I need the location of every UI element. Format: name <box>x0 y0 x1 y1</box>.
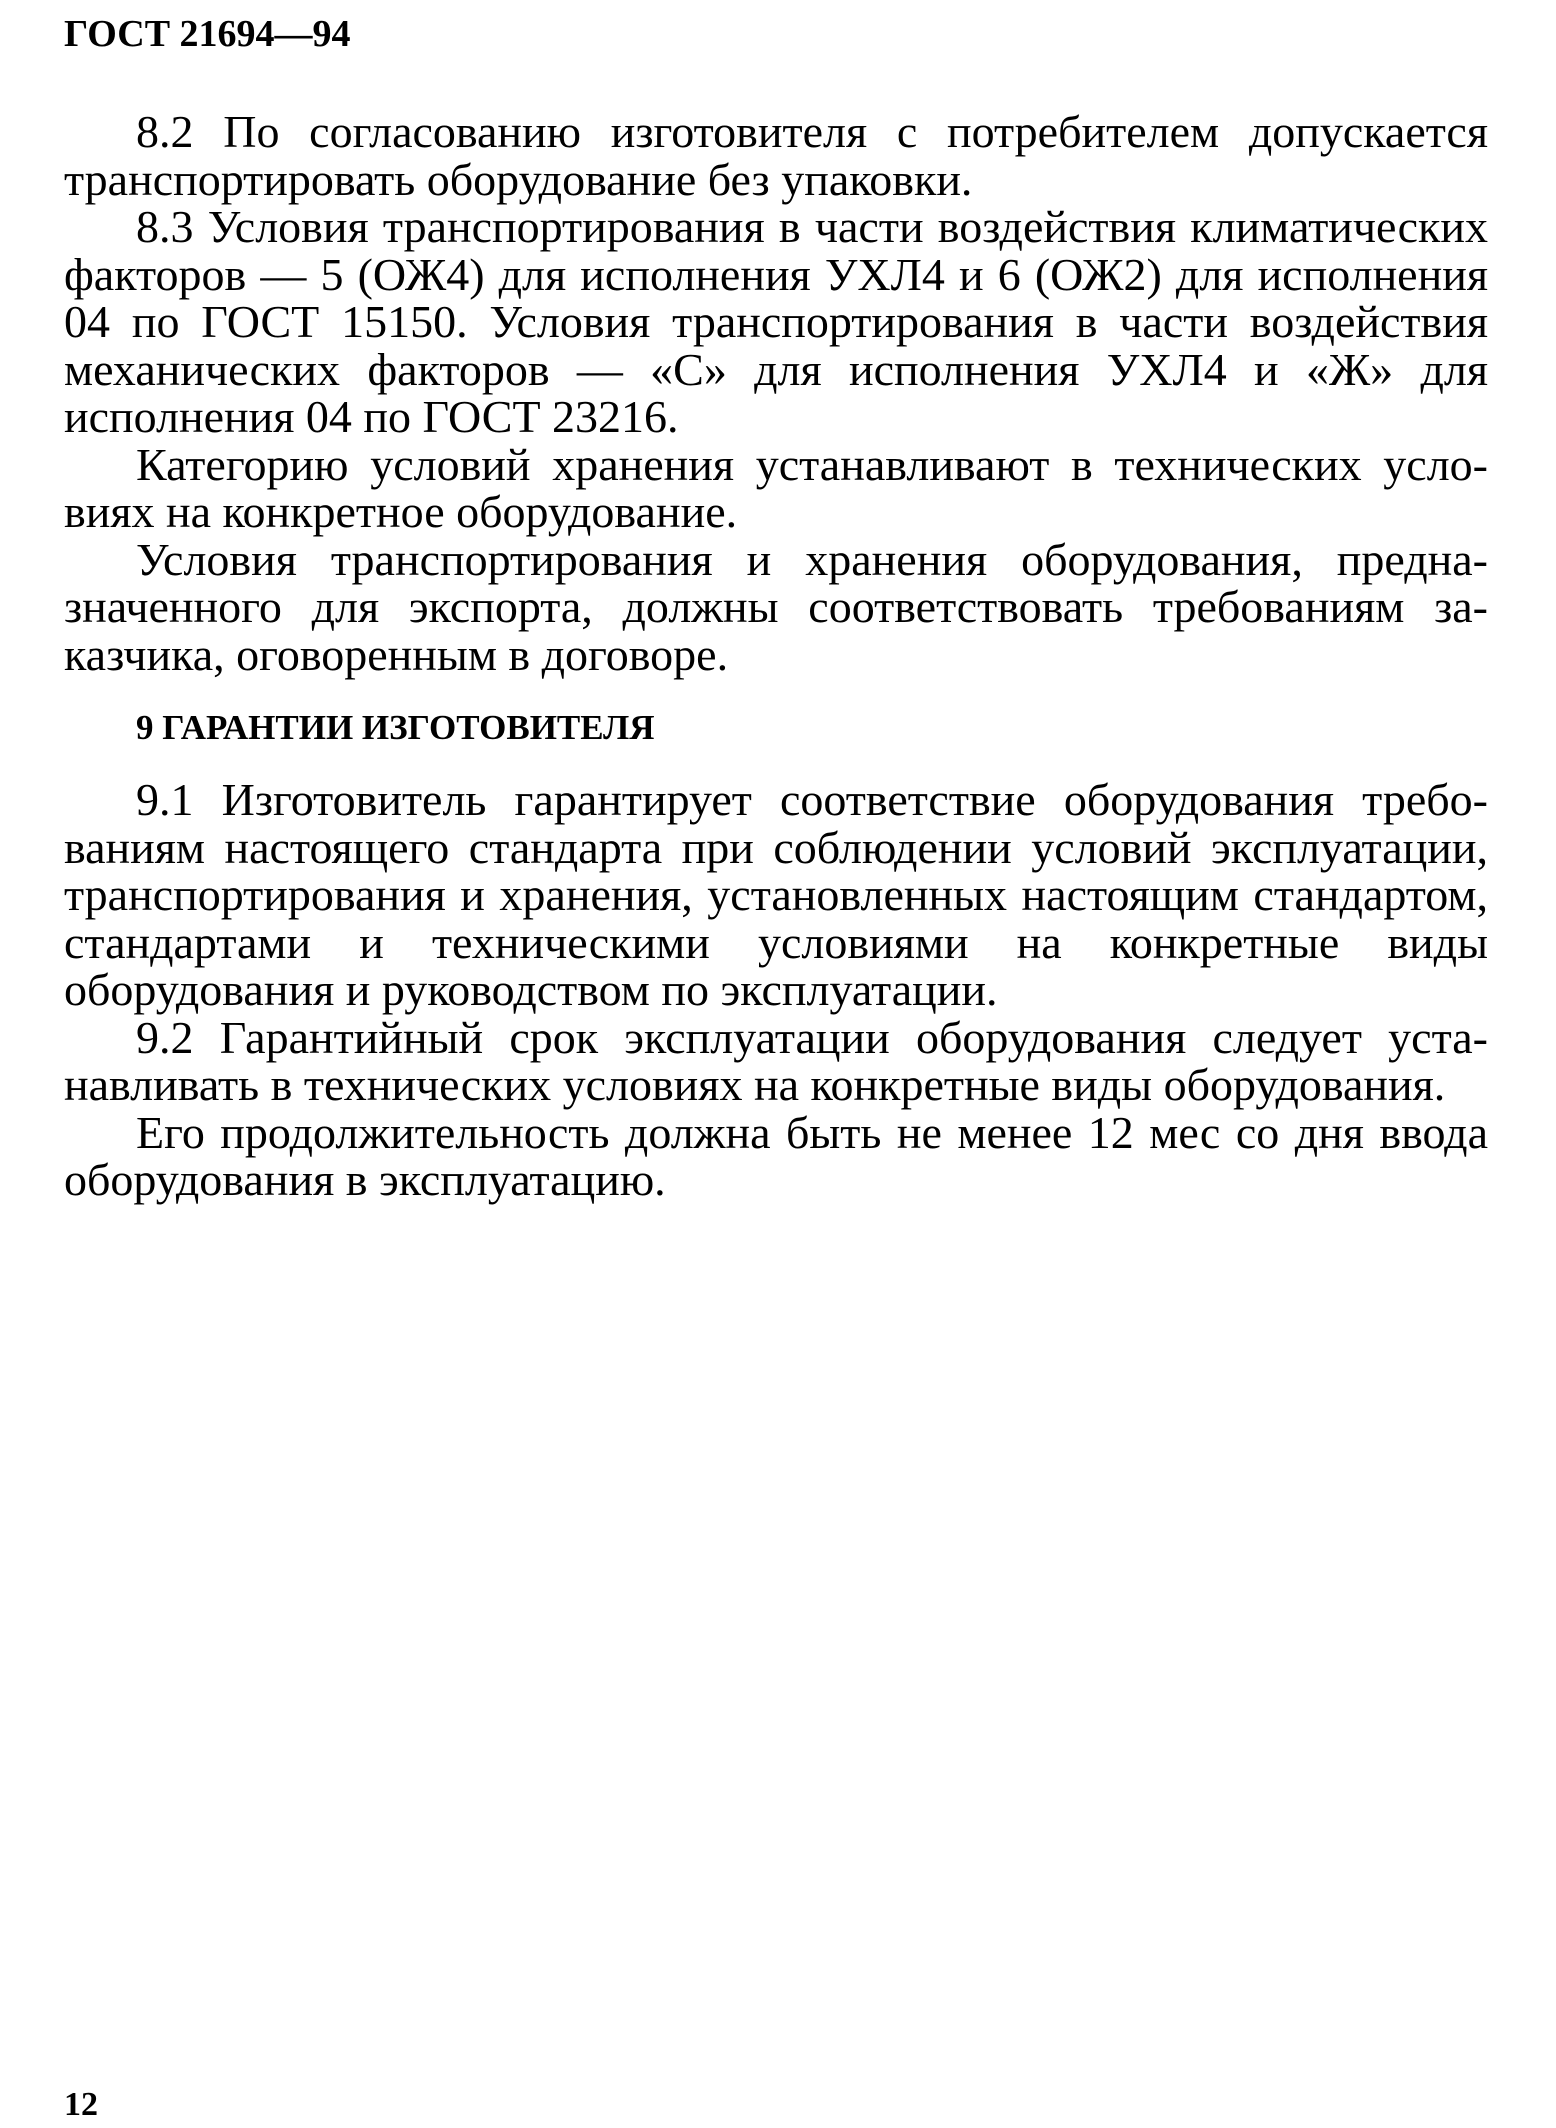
paragraph-9-2: 9.2 Гарантийный срок эксплуатации оборудования следует устанавливать в технических условиях на конкретные виды оборудования. <box>64 1011 1488 1110</box>
paragraph-8-3: 8.3 Условия транспортирования в части воздействия климатических факторов — 5 (ОЖ4) для исполнения УХЛ4 и 6 (ОЖ2) для исполнения 04 по ГОСТ 15150. Условия транспортирования в части воздействия механических факторов — «С» для исполнения УХЛ4 и «Ж» для исполнения 04 по ГОСТ 23216. <box>64 201 1488 442</box>
document-body <box>64 108 1488 1204</box>
paragraph-warranty-duration: Его продолжительность должна быть не менее 12 мес со дня ввода оборудования в эксплуатацию. <box>64 1106 1488 1205</box>
page-number: 12 <box>64 2086 98 2123</box>
paragraph-8-2: 8.2 По согласованию изготовителя с потребителем допускается транспортировать оборудование без упаковки. <box>64 106 1488 205</box>
document-header: ГОСТ 21694—94 <box>64 13 351 55</box>
paragraph-storage-category: Категорию условий хранения устанавливают в технических условиях на конкретное оборудование. <box>64 438 1488 537</box>
section-9-heading: 9 ГАРАНТИИ ИЗГОТОВИТЕЛЯ <box>136 708 655 747</box>
paragraph-export-conditions: Условия транспортирования и хранения оборудования, предназначенного для экспорта, должны соответствовать требованиям заказчика, оговоренным в договоре. <box>64 533 1488 680</box>
paragraph-9-1: 9.1 Изготовитель гарантирует соответствие оборудования требованиям настоящего стандарта при соблюдении условий эксплуатации, транспортирования и хранения, установленных настоящим стандартом, стандартами и техническими условиями на конкретные виды оборудования и руководством по эксплуатации. <box>64 774 1488 1015</box>
